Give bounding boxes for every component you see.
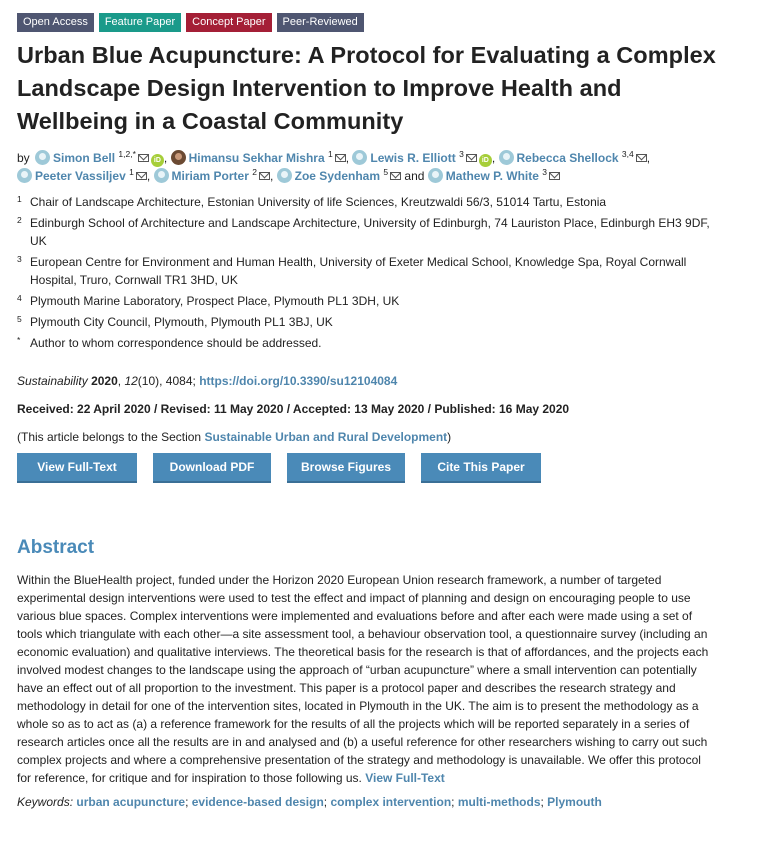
- keywords: Keywords: urban acupuncture; evidence-based design; complex intervention; multi-methods; Plymouth: [17, 795, 602, 809]
- keyword-link[interactable]: urban acupuncture: [76, 795, 186, 809]
- author-affil-sup: 3: [459, 149, 464, 159]
- email-icon[interactable]: [138, 154, 149, 162]
- keyword-link[interactable]: evidence-based design: [191, 795, 324, 809]
- affiliation-item: [17, 334, 717, 352]
- author-affil-sup: 3: [542, 167, 547, 177]
- affiliation-number: 2: [17, 215, 22, 225]
- citation-issue: (10): [137, 374, 160, 388]
- orcid-icon[interactable]: iD: [151, 154, 164, 167]
- citation-pages: , 4084;: [159, 374, 196, 388]
- abstract-view-full-text-link[interactable]: View Full-Text: [365, 771, 445, 785]
- author-rebecca-shellock: Rebecca Shellock $^{3,4}$ ,: [499, 151, 651, 165]
- citation-volume: 12: [124, 374, 138, 388]
- affiliation-number: 3: [17, 254, 22, 264]
- section-suffix: ): [447, 430, 452, 444]
- section-prefix: (This article belongs to the Section: [17, 430, 205, 444]
- author-name-link[interactable]: Mathew P. White: [445, 169, 539, 183]
- browse-figures-button[interactable]: Browse Figures: [287, 453, 405, 483]
- citation-year: 2020: [91, 374, 118, 388]
- abstract-text: Within the BlueHealth project, funded under the Horizon 2020 European Union research framework, a number of targeted experimental design interventions were used to test the effect and impact of planning and design on encouraging people to use various blue spaces. Complex interventions were implemented and evaluations before and after each were made using a set of tools which triangulate with each other—a site assessment tool, a behaviour observation tool, a questionnaire survey (including an economic evaluation) and qualitative interviews. The theoretical basis for the research is that of affordances, and the projects each involved modest changes to the landscape using the approach of “urban acupuncture” where a small intervention can potentially have an effect out of all proportion to the investment. This paper is a protocol paper and describes the research strategy and methodology in detail for one of the intervention sites, located in Plymouth in the UK. The aim is to present the methodology as a whole so as to act as (a) a reference framework for the results of all the projects which will be reported separately in a series of research articles once all the results are in and analysed and (b) a useful reference for other researchers wishing to carry out such complex projects and where a comprehensive presentation of the strategy and methodology is unavailable. We offer this protocol for reference, for critique and for inspiration to those following us.: [17, 573, 709, 785]
- affiliation-item: [17, 214, 717, 250]
- authors-prefix: by: [17, 151, 30, 165]
- publication-dates: Received: 22 April 2020 / Revised: 11 May 2020 / Accepted: 13 May 2020 / Published: 16 May 2020: [17, 402, 570, 416]
- author-avatar-icon: [17, 168, 32, 183]
- email-icon[interactable]: [549, 172, 560, 180]
- abstract-heading: Abstract: [17, 537, 95, 558]
- affiliation-text: Plymouth City Council, Plymouth, Plymouth PL1 3BJ, UK: [30, 315, 333, 329]
- author-zoe-sydenham: [277, 169, 401, 183]
- author-affil-sup: 5: [383, 167, 389, 177]
- affiliation-text: Plymouth Marine Laboratory, Prospect Place, Plymouth PL1 3DH, UK: [30, 294, 400, 308]
- author-affil-sup: 1,2,*: [118, 149, 136, 159]
- affiliation-text: Edinburgh School of Architecture and Landscape Architecture, University of Edinburgh, 74 Lauriston Place, Edinburgh EH3 9DF, UK: [30, 216, 710, 248]
- action-buttons: [17, 453, 717, 483]
- citation-line: Sustainability 2020, 12(10), 4084; https://doi.org/10.3390/su12104084: [17, 374, 398, 388]
- email-icon[interactable]: [136, 172, 147, 180]
- author-photo-icon: [171, 150, 186, 165]
- concept-paper-badge[interactable]: Concept Paper: [186, 13, 271, 32]
- affiliation-number: 5: [17, 314, 22, 324]
- keywords-label: Keywords:: [17, 795, 74, 809]
- author-avatar-icon: [352, 150, 367, 165]
- section-note: [17, 428, 717, 446]
- author-affil-sup: 1: [129, 167, 134, 177]
- author-lewis-r-elliott: Lewis R. Elliott $^3$iD ,: [352, 151, 495, 165]
- author-affil-sup: 2: [252, 167, 257, 177]
- email-icon[interactable]: [390, 172, 401, 180]
- feature-paper-badge[interactable]: Feature Paper: [99, 13, 181, 32]
- keyword-link[interactable]: complex intervention: [330, 795, 452, 809]
- author-affil-sup: 3,4: [621, 149, 634, 159]
- author-name-link[interactable]: Lewis R. Elliott: [370, 151, 456, 165]
- author-avatar-icon: [428, 168, 443, 183]
- orcid-icon[interactable]: iD: [479, 154, 492, 167]
- article-title: Urban Blue Acupuncture: A Protocol for Evaluating a Complex Landscape Design Intervention to Improve Health and Wellbeing in a Coastal Community: [17, 42, 716, 134]
- peer-reviewed-badge[interactable]: Peer-Reviewed: [277, 13, 364, 32]
- keyword-link[interactable]: Plymouth: [547, 795, 602, 809]
- affiliation-list: [17, 193, 717, 352]
- author-avatar-icon: [277, 168, 292, 183]
- affiliation-text: European Centre for Environment and Human Health, University of Exeter Medical School, Knowledge Spa, Royal Cornwall Hospital, Truro, Cornwall TR1 3HD, UK: [30, 255, 687, 287]
- cite-paper-button[interactable]: Cite This Paper: [421, 453, 541, 483]
- author-name-link[interactable]: Miriam Porter: [171, 169, 249, 183]
- authors-and: and: [404, 169, 425, 183]
- affiliation-number: *: [17, 335, 21, 345]
- email-icon[interactable]: [259, 172, 270, 180]
- author-simon-bell: Simon Bell $^{1,2,*}$iD ,: [35, 151, 167, 165]
- author-avatar-icon: [154, 168, 169, 183]
- author-name-link[interactable]: Peeter Vassiljev: [35, 169, 126, 183]
- article-page: [17, 13, 717, 811]
- affiliation-item: [17, 193, 717, 211]
- author-miriam-porter: Miriam Porter $^2$ ,: [154, 169, 274, 183]
- email-icon[interactable]: [335, 154, 346, 162]
- author-name-link[interactable]: Rebecca Shellock: [516, 151, 619, 165]
- journal-name: Sustainability: [17, 374, 88, 388]
- download-pdf-button[interactable]: Download PDF: [153, 453, 271, 483]
- author-name-link[interactable]: Simon Bell: [53, 151, 116, 165]
- author-list: [17, 149, 717, 185]
- author-himansu-sekhar-mishra: Himansu Sekhar Mishra $^1$ ,: [171, 151, 349, 165]
- affiliation-number: 1: [17, 194, 22, 204]
- section-link[interactable]: Sustainable Urban and Rural Development: [204, 430, 448, 444]
- abstract-body: [17, 571, 717, 787]
- affiliation-item: [17, 292, 717, 310]
- author-mathew-p-white: [428, 169, 560, 183]
- author-peeter-vassiljev: Peeter Vassiljev $^1$ ,: [17, 169, 150, 183]
- author-name-link[interactable]: Zoe Sydenham: [294, 169, 380, 183]
- affiliation-item: [17, 253, 717, 289]
- affiliation-text: Chair of Landscape Architecture, Estonian University of life Sciences, Kreutzwaldi 56/3, 51014 Tartu, Estonia: [30, 195, 607, 209]
- author-avatar-icon: [35, 150, 50, 165]
- doi-link[interactable]: https://doi.org/10.3390/su12104084: [199, 374, 398, 388]
- email-icon[interactable]: [636, 154, 647, 162]
- affiliation-item: [17, 313, 717, 331]
- author-name-link[interactable]: Himansu Sekhar Mishra: [188, 151, 325, 165]
- email-icon[interactable]: [466, 154, 477, 162]
- affiliation-number: 4: [17, 293, 22, 303]
- affiliation-text: Author to whom correspondence should be addressed.: [30, 336, 322, 350]
- badge-row: [17, 13, 717, 32]
- author-affil-sup: 1: [327, 149, 333, 159]
- open-access-badge[interactable]: Open Access: [17, 13, 94, 32]
- view-full-text-button[interactable]: View Full-Text: [17, 453, 137, 483]
- keyword-link[interactable]: multi-methods: [457, 795, 541, 809]
- author-avatar-icon: [499, 150, 514, 165]
